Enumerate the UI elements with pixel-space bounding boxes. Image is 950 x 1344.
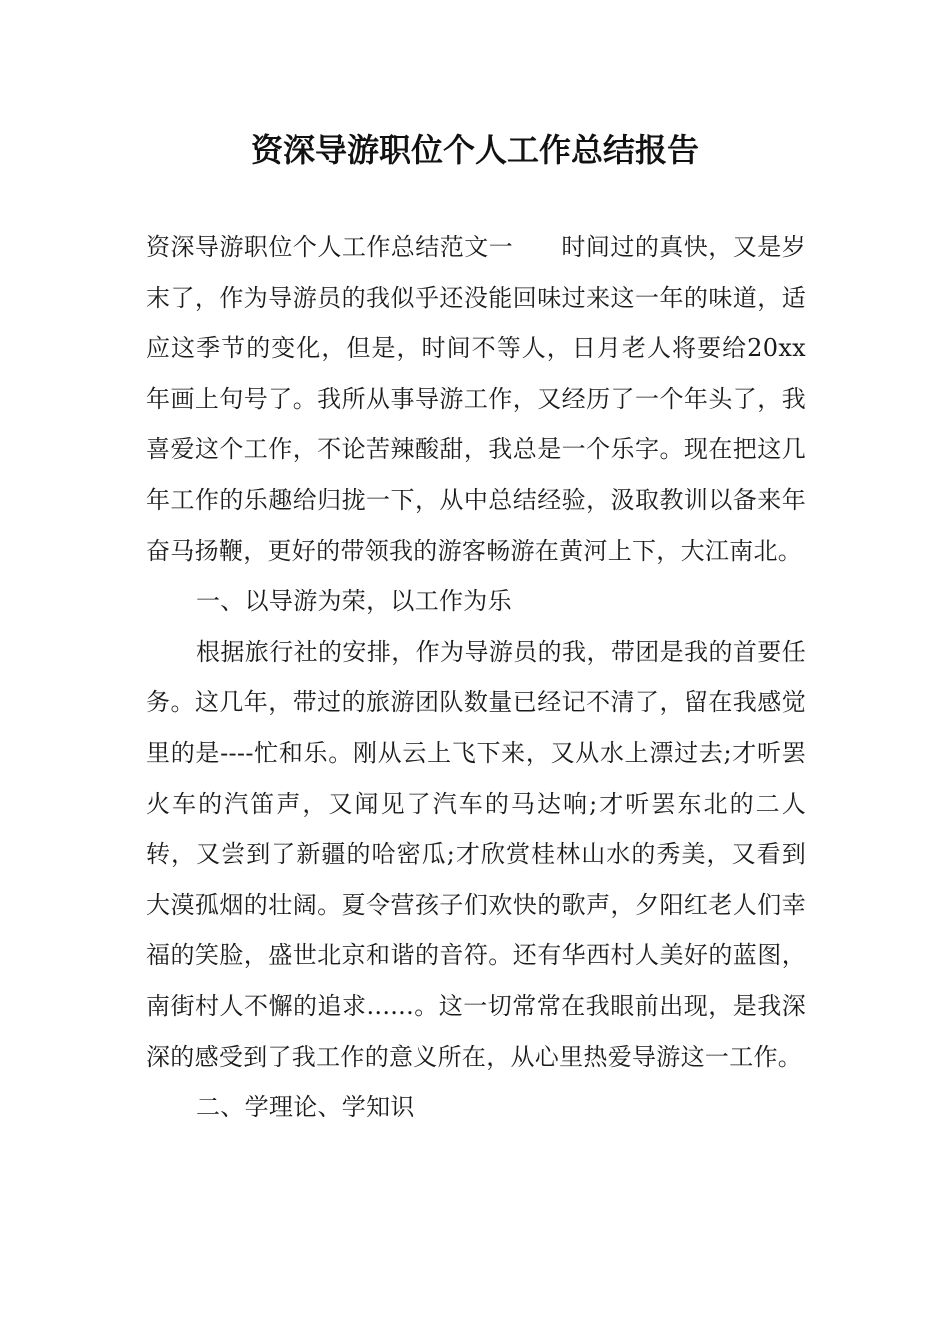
paragraph-2: 根据旅行社的安排，作为导游员的我，带团是我的首要任务。这几年，带过的旅游团队数量已经记不清了，留在我感觉里的是----忙和乐。刚从云上飞下来，又从水上漂过去;才听罢火车的汽笛声，又闻见了汽车的马达响;才听罢东北的二人转，又尝到了新疆的哈密瓜;才欣赏桂林山水的秀美，又看到大漠孤烟的壮阔。夏令营孩子们欢快的歌声，夕阳红老人们幸福的笑脸，盛世北京和谐的音符。还有华西村人美好的蓝图，南街村人不懈的追求......。这一切常常在我眼前出现，是我深深的感受到了我工作的意义所在，从心里热爱导游这一工作。	[146, 637, 806, 1071]
intro-label: 资深导游职位个人工作总结范文一	[146, 233, 514, 261]
intro-paragraph	[146, 222, 806, 576]
document-title: 资深导游职位个人工作总结报告	[250, 131, 699, 169]
paragraph-1: 时间过的真快，又是岁末了，作为导游员的我似乎还没能回味过来这一年的味道，适应这季节的变化，但是，时间不等人，日月老人将要给20xx年画上句号了。我所从事导游工作，又经历了一个年头了，我喜爱这个工作，不论苦辣酸甜，我总是一个乐字。现在把这几年工作的乐趣给归拢一下，从中总结经验，汲取教训以备来年奋马扬鞭，更好的带领我的游客畅游在黄河上下，大江南北。	[146, 233, 807, 565]
document-body	[146, 222, 806, 1133]
section-heading-2: 二、学理论、学知识	[196, 1093, 415, 1122]
section-heading-1: 一、以导游为荣，以工作为乐	[196, 587, 512, 616]
